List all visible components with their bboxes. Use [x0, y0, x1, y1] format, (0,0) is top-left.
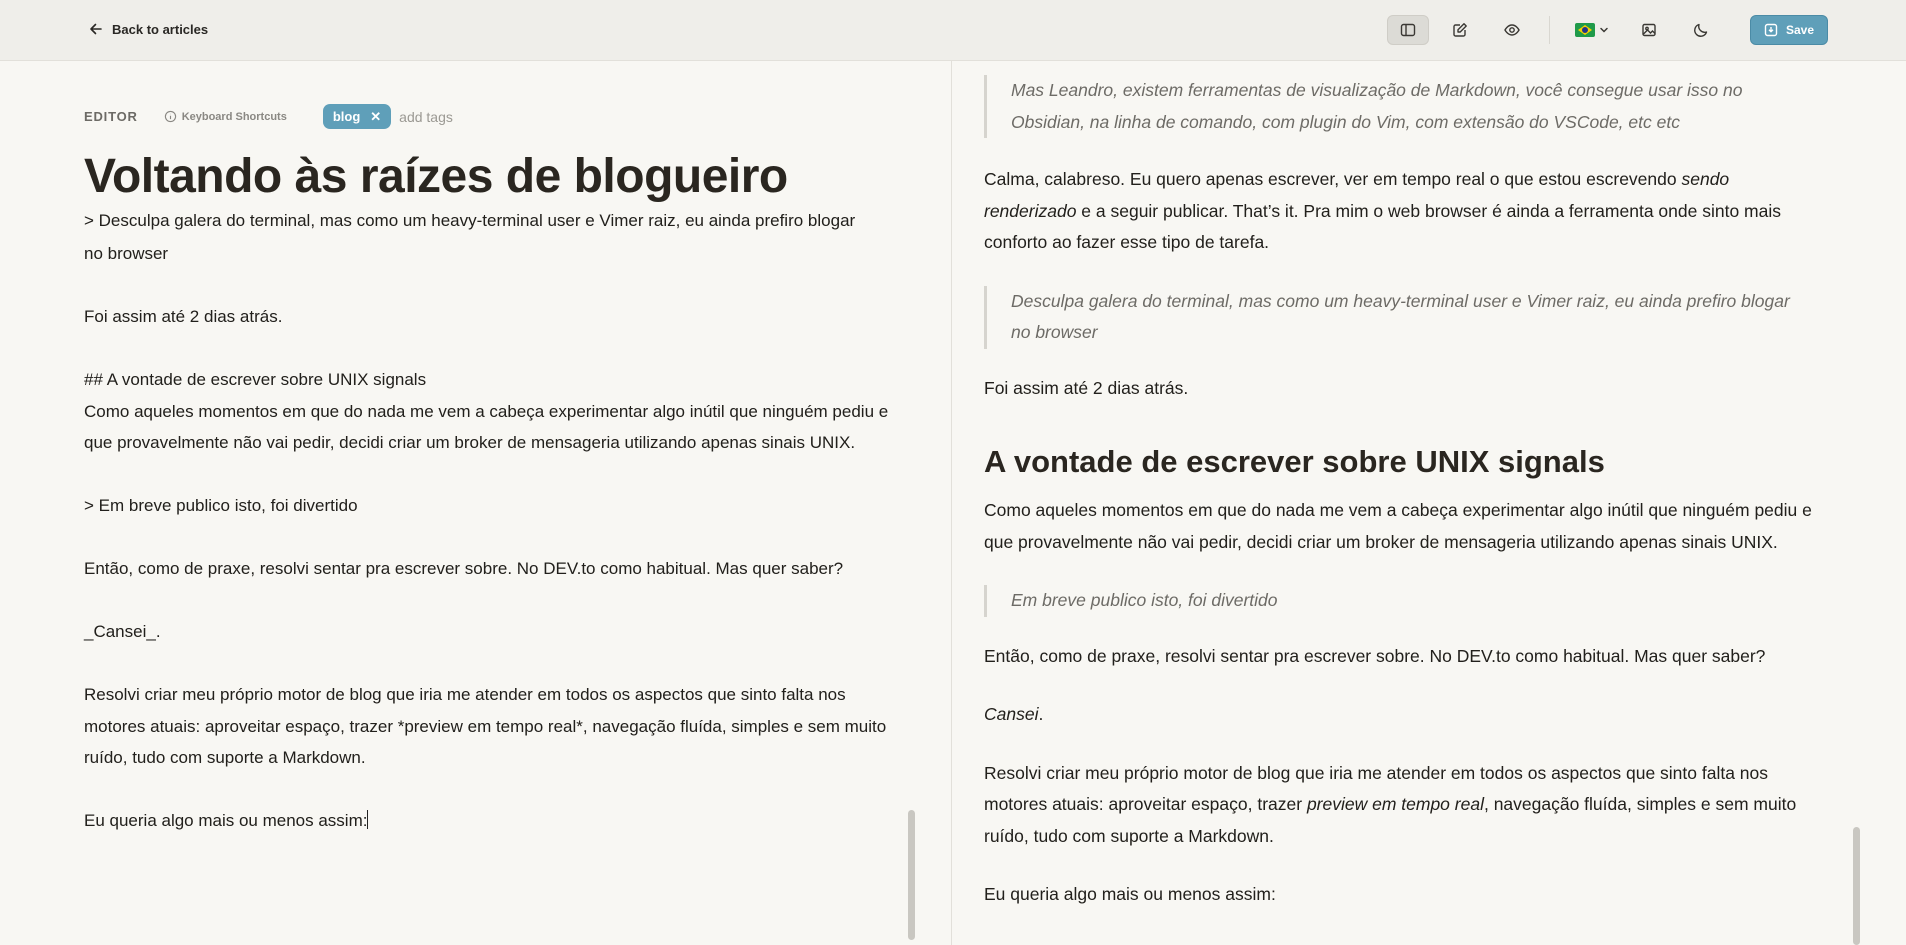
editor-label: EDITOR	[84, 109, 138, 124]
back-label: Back to articles	[112, 21, 209, 37]
editor-blank-line	[84, 648, 904, 680]
editor-blank-line	[84, 522, 904, 554]
preview-blockquote	[984, 286, 1814, 349]
arrow-left-icon	[88, 21, 104, 37]
image-icon	[1641, 22, 1657, 38]
theme-toggle-button[interactable]	[1680, 15, 1722, 45]
tag-chip[interactable]	[323, 104, 391, 129]
preview-paragraph: Calma, calabreso. Eu quero apenas escrever, ver em tempo real o que estou escrevendo sendo renderizado e a seguir publicar. That’s it. Pra mim o web browser é ainda a ferramenta onde sinto mais conforto ao fazer esse tipo de tarefa.	[984, 169, 1781, 252]
text-caret	[367, 810, 368, 829]
keyboard-shortcuts-label: Keyboard Shortcuts	[181, 110, 287, 123]
markdown-textarea[interactable]	[84, 211, 904, 837]
save-label: Save	[1785, 23, 1815, 37]
blockquote-text: Em breve publico isto, foi divertido	[1011, 590, 1278, 610]
preview-pane	[952, 61, 1906, 945]
top-bar	[0, 0, 1906, 61]
preview-mode-button[interactable]	[1491, 15, 1533, 45]
emphasis-text: preview em tempo real	[1306, 794, 1484, 814]
editor-blank-line	[84, 585, 904, 617]
edit-mode-button[interactable]	[1439, 15, 1481, 45]
moon-icon	[1693, 22, 1709, 38]
editor-line: > Desculpa galera do terminal, mas como um heavy-terminal user e Vimer raiz, eu ainda prefiro blogar	[84, 211, 856, 230]
article-title-input[interactable]: Voltando às raízes de blogueiro	[84, 150, 788, 203]
preview-paragraph: Cansei.	[984, 704, 1044, 724]
preview-heading: A vontade de escrever sobre UNIX signals	[984, 444, 1605, 479]
editor-line: Como aqueles momentos em que do nada me vem a cabeça experimentar algo inútil que ninguém pediu e que provavelmente não vai pedir, decidi criar um broker de mensageria utilizando apenas sinais UNIX.	[84, 401, 889, 452]
emphasis-text: Cansei	[984, 704, 1039, 724]
language-selector[interactable]	[1566, 15, 1618, 45]
pencil-icon	[1452, 22, 1468, 38]
save-button[interactable]	[1750, 15, 1828, 45]
editor-line: Eu queria algo mais ou menos assim:	[84, 811, 368, 830]
editor-line: ## A vontade de escrever sobre UNIX signals	[84, 370, 427, 389]
editor-header	[84, 104, 453, 129]
preview-paragraph: Eu queria algo mais ou menos assim:	[984, 884, 1276, 904]
editor-blank-line	[84, 774, 904, 806]
editor-pane	[0, 61, 951, 945]
split-layout-icon	[1400, 22, 1416, 38]
tag-label: blog	[332, 109, 361, 124]
preview-blockquote	[984, 75, 1814, 138]
preview-paragraph: Como aqueles momentos em que do nada me vem a cabeça experimentar algo inútil que ninguém pediu e que provavelmente não vai pedir, decidi criar um broker de mensageria utilizando apenas sinais UNIX.	[984, 500, 1812, 552]
editor-line: Foi assim até 2 dias atrás.	[84, 307, 283, 326]
editor-line: no browser	[84, 244, 169, 263]
emphasis-text: sendo renderizado	[984, 169, 1730, 221]
preview-content	[984, 61, 1814, 911]
toolbar-divider	[1549, 16, 1550, 44]
blockquote-text: Mas Leandro, existem ferramentas de visualização de Markdown, você consegue usar isso no Obsidian, na linha de comando, com plugin do Vim, com extensão do VSCode, etc etc	[1011, 80, 1743, 132]
add-tags-input[interactable]: add tags	[399, 108, 453, 125]
split-view-button[interactable]	[1387, 15, 1429, 45]
toolbar	[1387, 15, 1828, 45]
preview-blockquote	[984, 585, 1814, 617]
preview-paragraph: Foi assim até 2 dias atrás.	[984, 377, 1189, 398]
preview-paragraph: Resolvi criar meu próprio motor de blog que iria me atender em todos os aspectos que sinto falta nos motores atuais: aproveitar espaço, trazer preview em tempo real, navegação fluída, simples e sem muito ruído, tudo com suporte a Markdown.	[984, 762, 1797, 846]
editor-line: Então, como de praxe, resolvi sentar pra escrever sobre. No DEV.to como habitual. Mas quer saber?	[84, 559, 844, 578]
remove-tag-icon[interactable]: ✕	[370, 108, 382, 124]
back-to-articles-link[interactable]	[88, 21, 208, 37]
blockquote-text: Desculpa galera do terminal, mas como um heavy-terminal user e Vimer raiz, eu ainda prefiro blogar no browser	[1011, 290, 1790, 342]
chevron-down-icon	[1599, 25, 1609, 35]
preview-paragraph: Então, como de praxe, resolvi sentar pra escrever sobre. No DEV.to como habitual. Mas quer saber?	[984, 645, 1766, 666]
eye-icon	[1504, 22, 1520, 38]
editor-blank-line	[84, 270, 904, 302]
insert-image-button[interactable]	[1628, 15, 1670, 45]
preview-scrollbar[interactable]	[1853, 827, 1860, 945]
save-icon	[1764, 23, 1778, 37]
brazil-flag-icon	[1575, 23, 1595, 37]
info-icon	[164, 110, 177, 123]
editor-line: Resolvi criar meu próprio motor de blog que iria me atender em todos os aspectos que sinto falta nos motores atuais: aproveitar espaço, trazer *preview em tempo real*, navegação fluída, simples e sem muito ruído, tudo com suporte a Markdown.	[84, 685, 887, 767]
editor-blank-line	[84, 459, 904, 491]
editor-blank-line	[84, 333, 904, 365]
editor-line: _Cansei_.	[84, 622, 161, 641]
editor-scrollbar[interactable]	[908, 810, 915, 940]
keyboard-shortcuts-link[interactable]	[164, 110, 287, 123]
editor-line: > Em breve publico isto, foi divertido	[84, 496, 358, 515]
